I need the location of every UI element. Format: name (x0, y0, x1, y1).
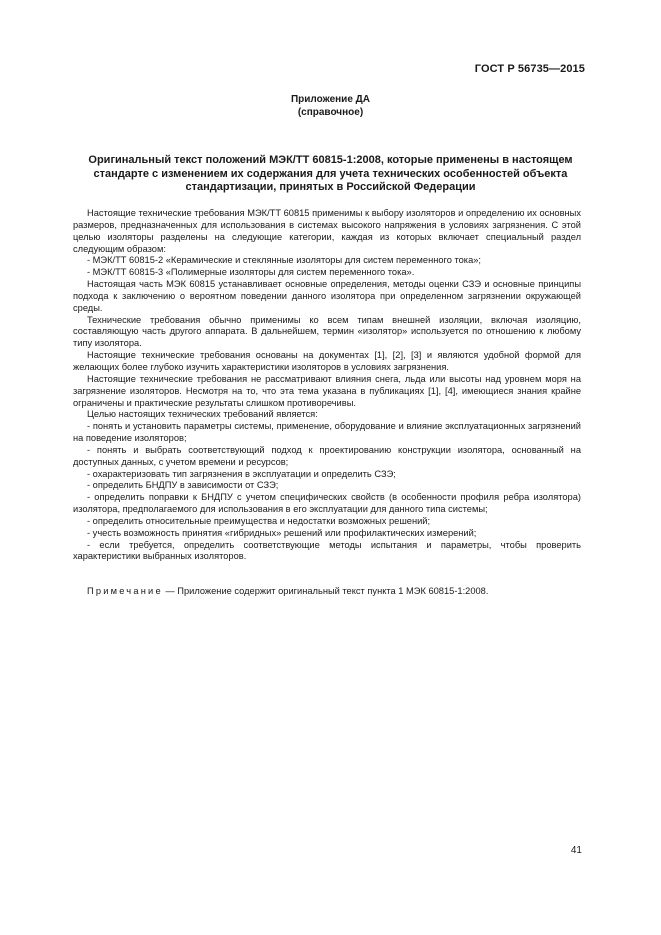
annex-type: (справочное) (297, 107, 364, 118)
list-item: - если требуется, определить соответствующие методы испытания и параметры, чтобы проверить характеристики выбранных изоляторов. (73, 539, 581, 562)
list-item: - учесть возможность принятия «гибридных» решений или профилактических измерений; (87, 527, 477, 538)
note-label: Примечание (87, 586, 163, 596)
page-number: 41 (570, 845, 582, 856)
paragraph: Настоящая часть МЭК 60815 устанавливает основные определения, методы оценки СЗЭ и основные принципы подхода к заключению о вероятном поведении данного изолятора при определенном загрязнении окружающей среды. (73, 279, 581, 313)
list-item: - определить относительные преимущества и недостатки возможных решений; (87, 515, 431, 526)
paragraph: Целью настоящих технических требований является: (87, 409, 318, 420)
list-item: - понять и выбрать соответствующий подход к проектированию конструкции изолятора, основанный на доступных данных, с учетом времени и ресурсов; (73, 444, 581, 467)
list-item: - МЭК/ТТ 60815-3 «Полимерные изоляторы для систем переменного тока». (87, 267, 415, 278)
body-text (73, 208, 581, 563)
paragraph: Настоящие технические требования не рассматривают влияния снега, льда или высоты над уровнем моря на загрязнение изоляторов. Несмотря на то, что эта тема указана в публикациях [1], [4], имеющиеся знания крайне ограничены и практические результаты слишком противоречивы. (73, 373, 581, 408)
standard-code: ГОСТ Р 56735—2015 (474, 63, 585, 75)
note-text: — Приложение содержит оригинальный текст пункта 1 МЭК 60815-1:2008. (162, 586, 489, 596)
paragraph: Технические требования обычно применимы ко всем типам внешней изоляции, включая изоляцию, составляющую часть другого аппарата. В дальнейшем, термин «изолятор» используется по отношению к любому типу изолятора. (73, 314, 581, 349)
annex-heading (0, 93, 661, 119)
annex-title: Оригинальный текст положений МЭК/ТТ 60815-1:2008, которые применены в настоящем стандарте с изменением их содержания для учета технических особенностей объекта стандартизации, принятых в Российской Федерации (88, 154, 573, 193)
list-item: - определить БНДПУ в зависимости от СЗЭ; (87, 480, 279, 491)
paragraph: Настоящие технические требования МЭК/ТТ 60815 применимы к выбору изоляторов и определению их основных размеров, предназначенных для использования в системах высокого напряжения в условиях загрязнения. С этой целью изоляторы разделены на следующие категории, каждая из которых включает специальный раздел следующим образом: (73, 208, 581, 254)
list-item: - понять и установить параметры системы, применение, оборудование и влияние эксплуатационных загрязнений на поведение изоляторов; (73, 421, 581, 444)
list-item: - охарактеризовать тип загрязнения в эксплуатации и определить СЗЭ; (87, 468, 396, 479)
note (87, 585, 488, 597)
paragraph: Настоящие технические требования основаны на документах [1], [2], [3] и являются удобной формой для желающих более глубоко изучить характеристики изоляторов в условиях загрязнения. (73, 350, 581, 372)
list-item: - МЭК/ТТ 60815-2 «Керамические и стеклянные изоляторы для систем переменного тока»; (87, 255, 481, 266)
list-item: - определить поправки к БНДПУ с учетом специфических свойств (в особенности профиля ребра изолятора) изолятора, предполагаемого для использования в его эксплуатации для данного типа системы; (73, 492, 581, 515)
annex-name: Приложение ДА (290, 94, 371, 105)
